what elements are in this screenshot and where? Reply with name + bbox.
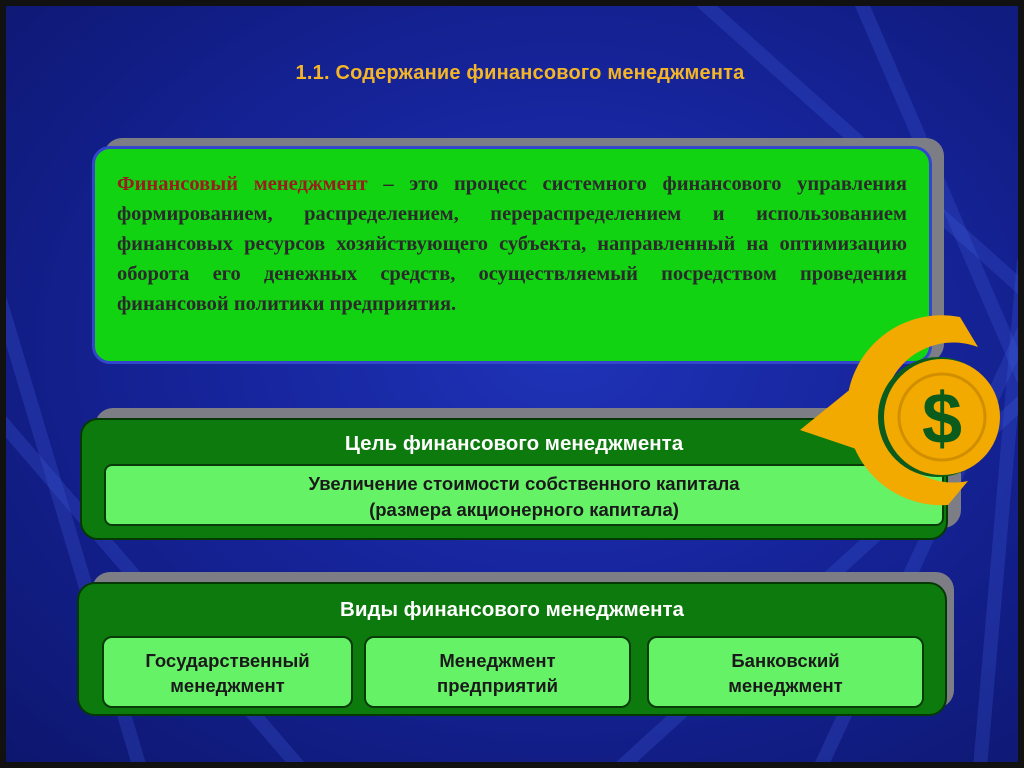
type-card-line-1: Менеджмент <box>439 650 556 671</box>
type-card-line-2: предприятий <box>437 675 558 696</box>
dollar-symbol: $ <box>921 379 963 459</box>
goal-line-2: (размера акционерного капитала) <box>369 499 679 520</box>
type-card-line-2: менеджмент <box>728 675 843 696</box>
goal-heading: Цель финансового менеджмента <box>344 432 684 455</box>
type-card-banking <box>647 636 924 708</box>
definition-text: – это процесс системного финансового управления формированием, распределением, перераспределением и использованием финансовых ресурсов хозяйствующего субъекта, направленный на оптимизацию оборота его денежных средств, осуществляемый посредством проведения финансовой политики предприятия. <box>117 173 908 315</box>
type-card-enterprise <box>364 636 631 708</box>
type-card-line-1: Банковский <box>731 650 840 671</box>
type-card-state <box>102 636 353 708</box>
type-card-line-1: Государственный <box>145 650 310 671</box>
goal-line-1: Увеличение стоимости собственного капитала <box>308 473 740 494</box>
page-title: 1.1. Содержание финансового менеджмента <box>295 62 745 84</box>
types-heading: Виды финансового менеджмента <box>340 598 684 621</box>
definition-term: Финансовый менеджмент <box>117 173 368 195</box>
type-card-line-2: менеджмент <box>170 675 285 696</box>
dollar-icon <box>800 305 1005 520</box>
types-panel <box>77 582 947 716</box>
